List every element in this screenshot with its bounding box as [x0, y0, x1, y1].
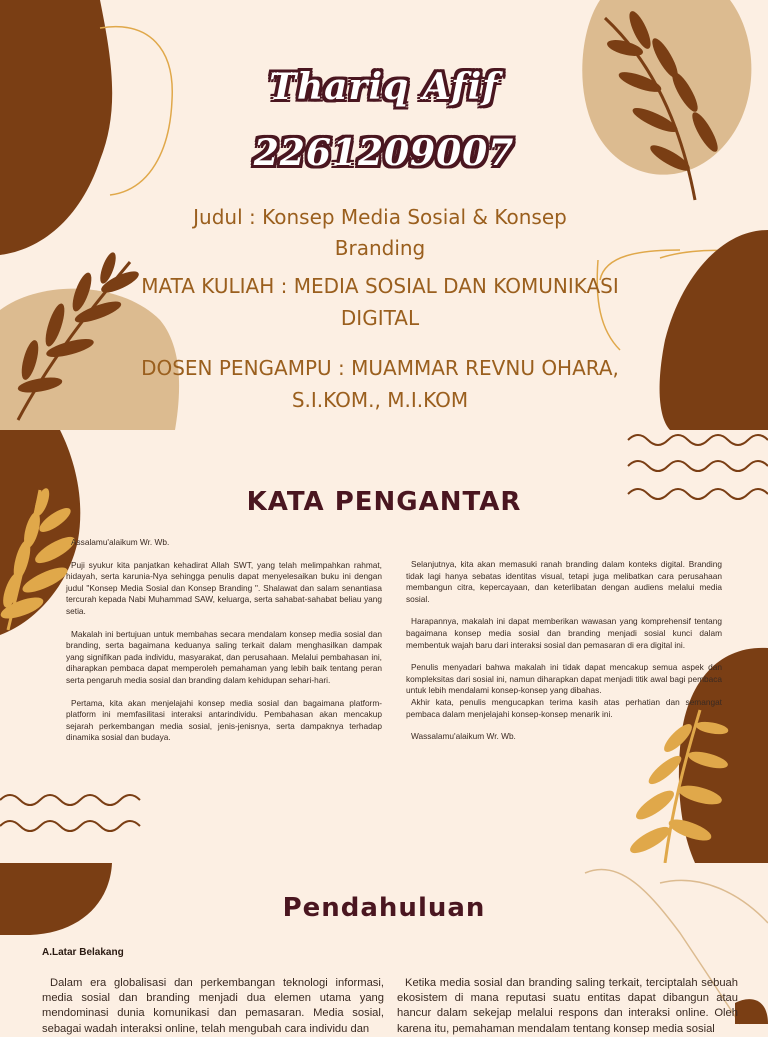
paragraph: Pertama, kita akan menjelajahi konsep media sosial dan bagaimana platform-platform ini memfasilitasi interaksi antarindividu. Pembahasan akan mencakup sejarah perkembangan media sosial, jenis-jenisnya, serta dampaknya terhadap dinamika sosial dan budaya. — [66, 697, 382, 743]
cover-page — [0, 0, 768, 430]
author-name: Thariq Afif — [269, 66, 499, 108]
paragraph: Ketika media sosial dan branding saling terkait, terciptalah sebuah ekosistem di mana reputasi suatu entitas dapat dibangun atau hancur dalam sekejap melalui respons dan interaksi online. Oleh karena itu, pemahaman mendalam tentang konsep media sosial — [397, 977, 738, 1035]
paragraph: Puji syukur kita panjatkan kehadirat Allah SWT, yang telah melimpahkan rahmat, hidayah, serta karunia-Nya sehingga penulis dapat menyelesaikan buku ini dengan judul "Konsep Media Sosial dan Konsep Branding ". Shalawat dan salam senantiasa tercurah kepada Nabi Muhammad SAW, keluarga, serta sahabat-sahabat beliau yang setia. — [66, 559, 382, 616]
paragraph: Penulis menyadari bahwa makalah ini tidak dapat mencakup semua aspek dan kompleksitas dari sosial ini, namun diharapkan dapat menjadi titik awal bagi pembaca untuk lebih mendalami konsep-konsep yang dibahas. — [406, 662, 722, 696]
lecturer-name: DOSEN PENGAMPU : MUAMMAR REVNU OHARA, S.I.KOM., M.I.KOM — [141, 356, 619, 412]
paragraph: Dalam era globalisasi dan perkembangan teknologi informasi, media sosial dan branding menjadi dua elemen utama yang mendominasi dunia komunikasi dan pemasaran. Media sosial, sebagai wadah interaksi online, telah mengubah cara individu dan — [42, 977, 384, 1035]
paragraph: Selanjutnya, kita akan memasuki ranah branding dalam konteks digital. Branding tidak lagi hanya sebatas identitas visual, tetapi juga melibatkan cara perusahaan membangun citra, kepercayaan, dan keterlibatan dengan audiens melalui media sosial. — [406, 559, 722, 604]
introduction-title: Pendahuluan — [282, 893, 486, 923]
preface-right-column — [406, 559, 722, 754]
introduction-right-column — [397, 976, 738, 1037]
paragraph: Harapannya, makalah ini dapat memberikan wawasan yang komprehensif tentang bagaimana konsep media sosial dan branding menjadi sosial kunci dalam membentuk wajah baru dari interaksi sosial dan pemasaran di era digital ini. — [406, 616, 722, 650]
student-id: 2261209007 — [253, 132, 515, 174]
blob-shape — [660, 230, 768, 430]
preface-title: KATA PENGANTAR — [246, 487, 522, 517]
preface-page — [0, 430, 768, 863]
wave-line — [0, 795, 140, 831]
paragraph: Wassalamu'alaikum Wr. Wb. — [411, 731, 516, 742]
course-name: MATA KULIAH : MEDIA SOSIAL DAN KOMUNIKASI DIGITAL — [141, 274, 619, 330]
introduction-page — [0, 863, 768, 1035]
paragraph: Akhir kata, penulis mengucapkan terima kasih atas perhatian dan semangat pembaca dalam menjelajahi konsep-konsep menarik ini. — [406, 696, 722, 719]
introduction-left-column — [42, 976, 384, 1037]
paragraph: Assalamu'alaikum Wr. Wb. — [71, 537, 170, 547]
paper-title: Judul : Konsep Media Sosial & Konsep Branding — [193, 205, 567, 260]
section-label: A.Latar Belakang — [42, 947, 124, 958]
blob-shape — [0, 0, 112, 255]
preface-left-column — [66, 537, 382, 755]
blob-shape — [735, 999, 768, 1024]
paragraph: Makalah ini bertujuan untuk membahas secara mendalam konsep media sosial dan branding, serta bagaimana keduanya saling terkait dalam menghasilkan dampak yang signifikan pada individu, masyarakat, dan perusahaan. Melalui pembahasan ini, diharapkan pembaca dapat memperoleh pemahaman yang lebih baik tentang peran serta pengaruh media sosial dan branding dalam kehidupan sehari-hari. — [66, 628, 382, 685]
